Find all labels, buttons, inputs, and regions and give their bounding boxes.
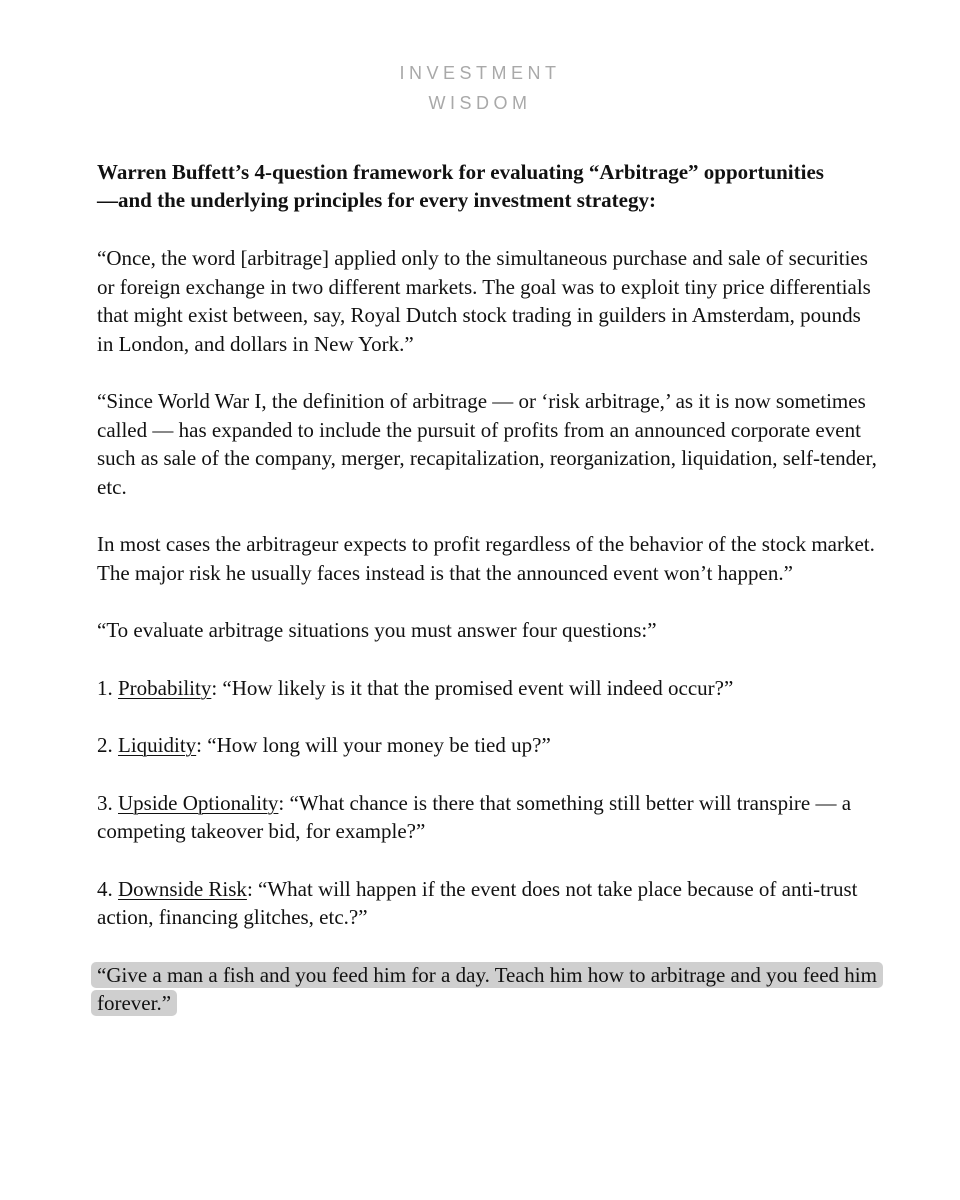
question-liquidity xyxy=(97,731,877,760)
question-probability xyxy=(97,674,877,703)
question-text: : “What will happen if the event does not take place because of anti-trust action, financing glitches, etc.?” xyxy=(97,876,858,929)
question-term: Downside Risk xyxy=(118,876,247,901)
question-downside-risk xyxy=(97,875,877,932)
heading-line-2: —and the underlying principles for every investment strategy: xyxy=(97,188,656,212)
question-number: 2. xyxy=(97,733,118,757)
question-text: : “What chance is there that something still better will transpire — a competing takeover bid, for example?” xyxy=(97,790,852,843)
question-number: 1. xyxy=(97,675,118,700)
brand-line-2: WISDOM xyxy=(428,93,532,113)
question-number: 4. xyxy=(97,876,118,901)
question-term: Liquidity xyxy=(118,733,197,757)
paragraph-original-arbitrage: “Once, the word [arbitrage] applied only to the simultaneous purchase and sale of securities or foreign exchange in two different markets. The goal was to exploit tiny price differentials that might exist between, say, Royal Dutch stock trading in guilders in Amsterdam, pounds in London, and dollars in New York.” xyxy=(97,246,871,356)
article-heading xyxy=(97,158,877,214)
brand-title xyxy=(0,58,960,118)
closing-quote-block xyxy=(97,961,877,1018)
question-upside-optionality xyxy=(97,789,877,846)
article-body xyxy=(97,158,877,1018)
paragraph-risk-arbitrage: “Since World War I, the definition of arbitrage — or ‘risk arbitrage,’ as it is now sometimes called — has expanded to include the pursuit of profits from an announced corporate event such as sale of the company, merger, recapitalization, reorganization, liquidation, self-tender, etc. xyxy=(97,389,877,499)
question-text: : “How long will your money be tied up?” xyxy=(196,733,551,757)
question-number: 3. xyxy=(97,790,118,815)
question-term: Upside Optionality xyxy=(118,790,279,815)
question-text: : “How likely is it that the promised event will indeed occur?” xyxy=(211,675,734,700)
highlighted-closing-quote: “Give a man a fish and you feed him for a day. Teach him how to arbitrage and you feed him forever.” xyxy=(91,962,883,1017)
paragraph-four-questions-intro: “To evaluate arbitrage situations you must answer four questions:” xyxy=(97,618,657,642)
heading-line-1: Warren Buffett’s 4-question framework for evaluating “Arbitrage” opportunities xyxy=(97,160,824,184)
brand-line-1: INVESTMENT xyxy=(399,63,561,83)
question-term: Probability xyxy=(118,675,212,700)
paragraph-major-risk: In most cases the arbitrageur expects to profit regardless of the behavior of the stock market. The major risk he usually faces instead is that the announced event won’t happen.” xyxy=(97,532,875,585)
